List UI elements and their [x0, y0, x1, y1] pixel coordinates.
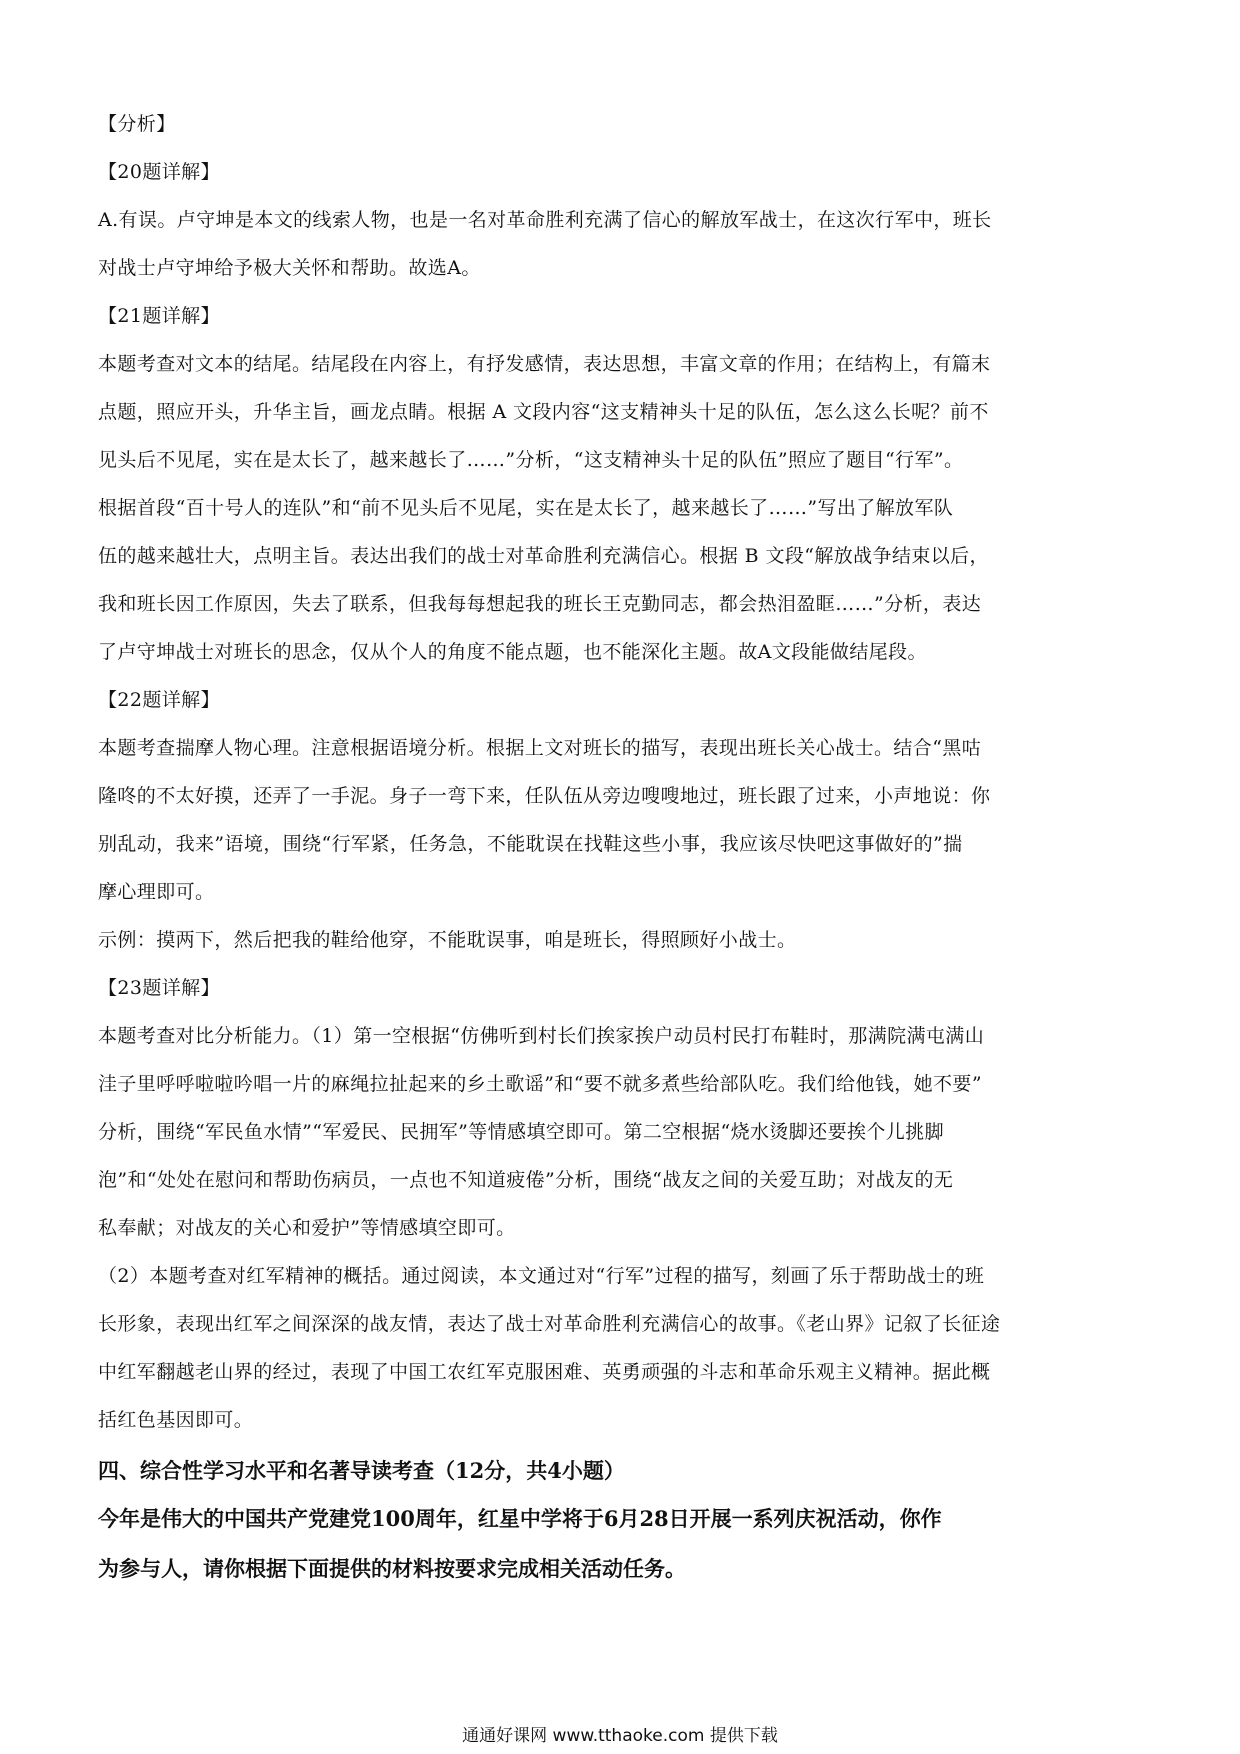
q23-line: （2）本题考查对红军精神的概括。通过阅读，本文通过对“行军”过程的描写，刻画了乐于帮助战士的班	[98, 1265, 985, 1287]
section-intro-line: 今年是伟大的中国共产党建党100周年，红星中学将于6月28日开展一系列庆祝活动，你作	[98, 1506, 942, 1531]
footer-watermark: 通通好课网 www.tthaoke.com 提供下载	[462, 1726, 778, 1746]
q23-line: 洼子里呼呼啦啦吟唱一片的麻绳拉扯起来的乡土歌谣”和“要不就多煮些给部队吃。我们给他钱，她不要”	[98, 1073, 982, 1095]
q21-line: 本题考查对文本的结尾。结尾段在内容上，有抒发感情，表达思想，丰富文章的作用；在结构上，有篇末	[98, 353, 991, 375]
q20-line: A.有误。卢守坤是本文的线索人物，也是一名对革命胜利充满了信心的解放军战士，在这次行军中，班长	[98, 209, 992, 231]
q21-line: 见头后不见尾，实在是太长了，越来越长了……”分析，“这支精神头十足的队伍”照应了题目“行军”。	[98, 449, 964, 471]
q23-line: 泡”和“处处在慰问和帮助伤病员，一点也不知道疲倦”分析，围绕“战友之间的关爱互助；对战友的无	[98, 1169, 954, 1191]
q22-line: 本题考查揣摩人物心理。注意根据语境分析。根据上文对班长的描写，表现出班长关心战士。结合“黑咕	[98, 737, 982, 759]
q23-line: 括红色基因即可。	[98, 1409, 254, 1431]
q21-line: 我和班长因工作原因，失去了联系，但我每每想起我的班长王克勤同志，都会热泪盈眶……”分析，表达	[98, 593, 982, 615]
q23-line: 私奉献；对战友的关心和爱护”等情感填空即可。	[98, 1217, 516, 1239]
q22-line: 摩心理即可。	[98, 881, 215, 903]
q23-line: 长形象，表现出红军之间深深的战友情，表达了战士对革命胜利充满信心的故事。《老山界》记叙了长征途	[98, 1313, 1001, 1335]
q22-line: 隆咚的不太好摸，还弄了一手泥。身子一弯下来，任队伍从旁边嗖嗖地过，班长跟了过来，小声地说：你	[98, 785, 991, 807]
q23-line: 本题考查对比分析能力。（1）第一空根据“仿佛听到村长们挨家挨户动员村民打布鞋时，那满院满屯满山	[98, 1025, 985, 1047]
q22-header: 【22题详解】	[98, 689, 220, 711]
analysis-label: 【分析】	[98, 113, 176, 135]
q23-line: 中红军翻越老山界的经过，表现了中国工农红军克服困难、英勇顽强的斗志和革命乐观主义精神。据此概	[98, 1361, 991, 1383]
section-title: 四、综合性学习水平和名著导读考查（12分，共4小题）	[98, 1458, 625, 1483]
section-intro-line: 为参与人，请你根据下面提供的材料按要求完成相关活动任务。	[98, 1556, 686, 1581]
q21-line: 点题，照应开头，升华主旨，画龙点睛。根据 A 文段内容“这支精神头十足的队伍，怎么这么长呢？前不	[98, 401, 989, 423]
q22-example: 示例：摸两下，然后把我的鞋给他穿，不能耽误事，咱是班长，得照顾好小战士。	[98, 929, 797, 951]
q21-header: 【21题详解】	[98, 305, 220, 327]
q20-line: 对战士卢守坤给予极大关怀和帮助。故选A。	[98, 257, 481, 279]
q21-line: 伍的越来越壮大，点明主旨。表达出我们的战士对革命胜利充满信心。根据 B 文段“解放战争结束以后，	[98, 545, 989, 567]
q20-header: 【20题详解】	[98, 161, 220, 183]
document-body	[98, 100, 1133, 1594]
q23-header: 【23题详解】	[98, 977, 220, 999]
q23-line: 分析，围绕“军民鱼水情”“军爱民、民拥军”等情感填空即可。第二空根据“烧水烫脚还要挨个儿挑脚	[98, 1121, 944, 1143]
q21-line: 了卢守坤战士对班长的思念，仅从个人的角度不能点题，也不能深化主题。故A文段能做结尾段。	[98, 641, 927, 663]
q22-line: 别乱动，我来”语境，围绕“行军紧，任务急，不能耽误在找鞋这些小事，我应该尽快吧这事做好的”揣	[98, 833, 963, 855]
q21-line: 根据首段“百十号人的连队”和“前不见头后不见尾，实在是太长了，越来越长了……”写出了解放军队	[98, 497, 954, 519]
